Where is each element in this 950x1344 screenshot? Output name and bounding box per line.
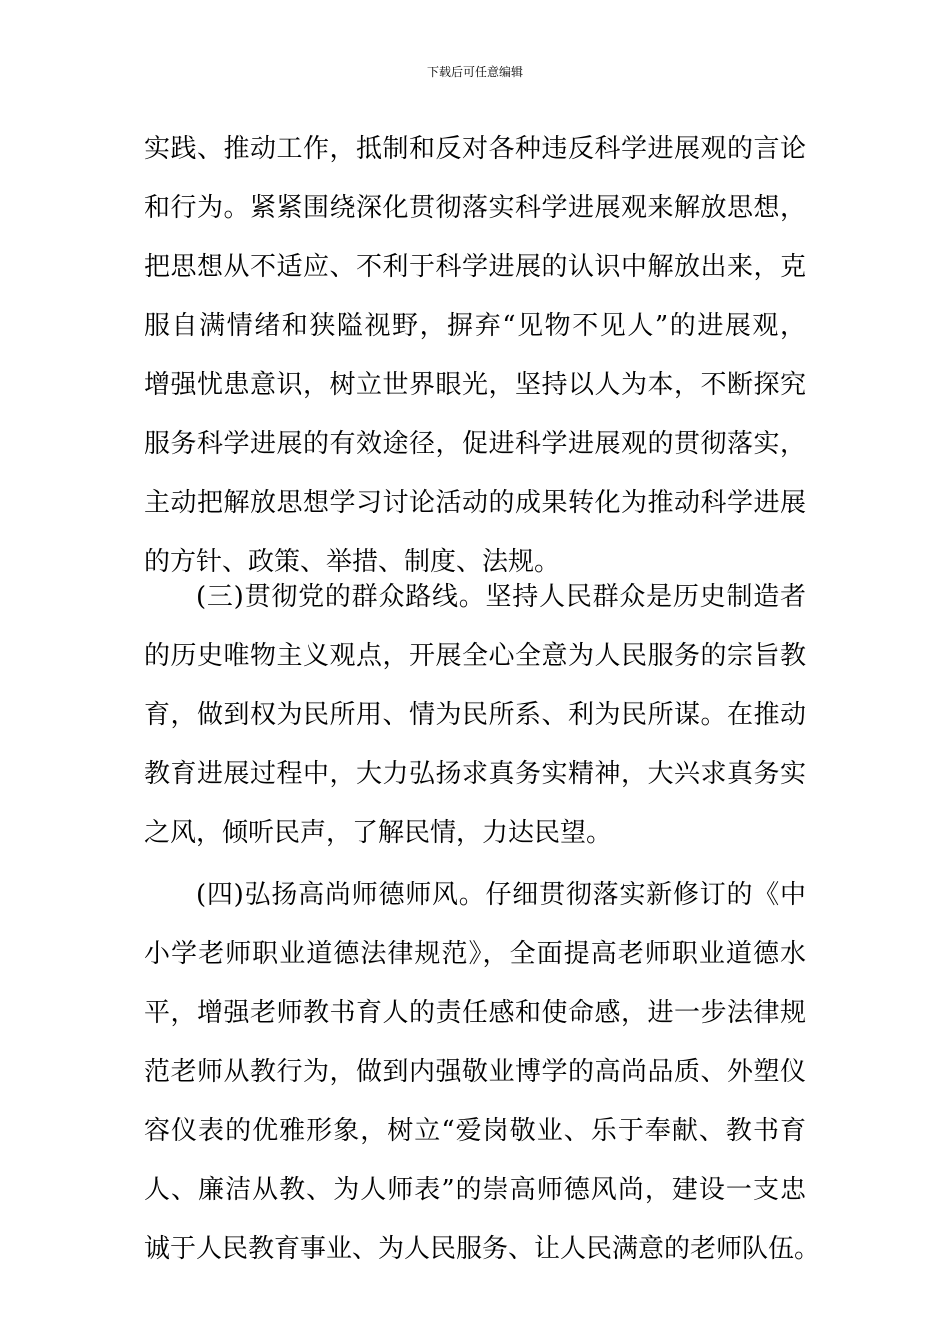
text-line: 教育进展过程中，大力弘扬求真务实精神，大兴求真务实: [144, 759, 806, 789]
text-line: (三)贯彻党的群众路线。坚持人民群众是历史制造者: [196, 582, 806, 612]
text-line: 把思想从不适应、不利于科学进展的认识中解放出来，克: [144, 252, 806, 282]
text-line: 小学老师职业道德法律规范》，全面提高老师职业道德水: [144, 939, 806, 969]
text-line: 主动把解放思想学习讨论活动的成果转化为推动科学进展: [144, 488, 806, 518]
text-line: 人、廉洁从教、为人师表”的崇高师德风尚，建设一支忠: [144, 1175, 806, 1205]
text-line: 之风，倾听民声，了解民情，力达民望。: [144, 818, 613, 848]
paragraph-1: [144, 120, 806, 592]
paragraph-3: [144, 866, 821, 1279]
page-header: 下载后可任意编辑: [426, 65, 523, 79]
text-line: 平，增强老师教书育人的责任感和使命感，进一步法律规: [144, 998, 806, 1028]
text-line: 诚于人民教育事业、为人民服务、让人民满意的老师队伍。: [144, 1234, 821, 1264]
text-line: 服务科学进展的有效途径，促进科学进展观的贯彻落实，: [144, 429, 806, 459]
text-line: 和行为。紧紧围绕深化贯彻落实科学进展观来解放思想，: [144, 193, 806, 223]
text-line: 育，做到权为民所用、情为民所系、利为民所谋。在推动: [144, 700, 806, 730]
text-line: 服自满情绪和狭隘视野，摒弃“见物不见人”的进展观，: [144, 311, 806, 341]
paragraph-2: [144, 568, 806, 863]
text-line: 的方针、政策、举措、制度、法规。: [144, 547, 561, 577]
text-line: 实践、推动工作，抵制和反对各种违反科学进展观的言论: [144, 134, 806, 164]
text-line: 的历史唯物主义观点，开展全心全意为人民服务的宗旨教: [144, 641, 806, 671]
text-line: 范老师从教行为，做到内强敬业博学的高尚品质、外塑仪: [144, 1057, 806, 1087]
text-line: 容仪表的优雅形象，树立“爱岗敬业、乐于奉献、教书育: [144, 1116, 806, 1146]
text-line: 增强忧患意识，树立世界眼光，坚持以人为本，不断探究: [144, 370, 806, 400]
text-line: (四)弘扬高尚师德师风。仔细贯彻落实新修订的《中: [196, 880, 806, 910]
